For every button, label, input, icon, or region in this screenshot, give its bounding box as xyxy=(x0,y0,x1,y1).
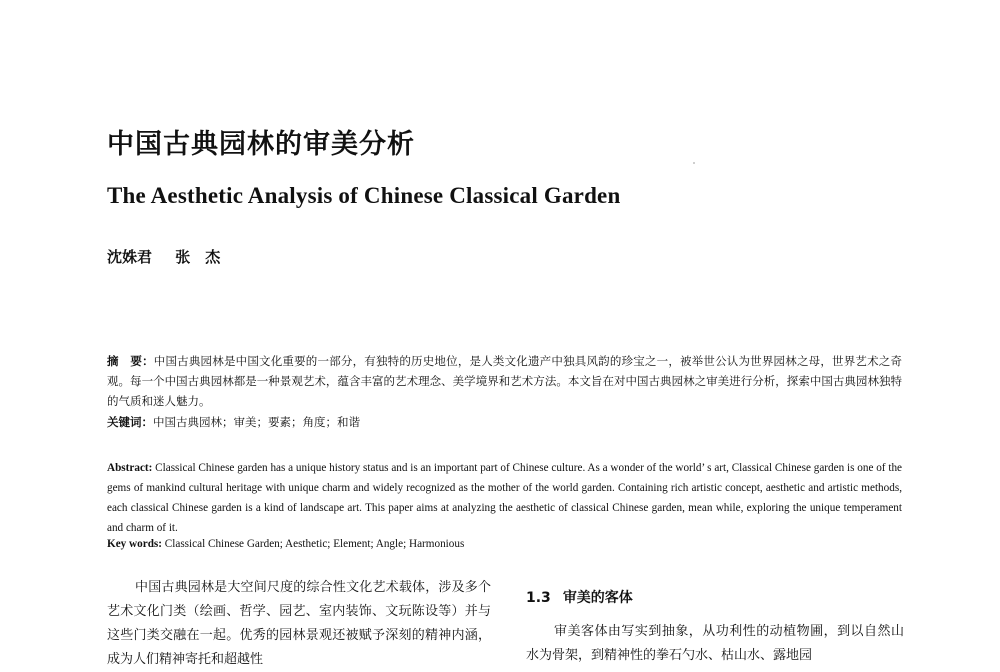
author-name: 沈姝君 xyxy=(107,248,153,266)
keywords-text-cn: 中国古典园林；审美；要素；角度；和谐 xyxy=(153,415,360,429)
author-name: 张 杰 xyxy=(175,248,221,266)
abstract-label-en: Abstract: xyxy=(107,462,153,474)
keywords-label-cn: 关键词： xyxy=(107,415,153,429)
abstract-label-cn: 摘 要： xyxy=(107,354,154,368)
abstract-english xyxy=(107,458,902,538)
body-column-left: 中国古典园林是大空间尺度的综合性文化艺术载体，涉及多个艺术文化门类（绘画、哲学、园艺、室内装饰、文玩陈设等）并与这些门类交融在一起。优秀的园林景观还被赋予深刻的精神内涵，成为人们精神寄托和超越性 xyxy=(107,580,491,667)
author-list xyxy=(107,246,238,267)
abstract-chinese xyxy=(107,351,902,411)
section-title: 审美的客体 xyxy=(562,590,633,606)
abstract-text-cn: 中国古典园林是中国文化重要的一部分，有独特的历史地位，是人类文化遗产中独具风韵的珍宝之一，被举世公认为世界园林之母，世界艺术之奇观。每一个中国古典园林都是一种景观艺术，蕴含丰富的艺术理念、美学境界和艺术方法。本文旨在对中国古典园林之审美进行分析，探索中国古典园林独特的气质和迷人魅力。 xyxy=(107,354,902,408)
section-heading xyxy=(526,587,633,607)
scan-speck xyxy=(693,162,695,164)
abstract-text-en: Classical Chinese garden has a unique history status and is an important part of Chinese culture. As a wonder of the world’ s art, Classical Chinese garden is one of the gems of mankind cultural heritage with unique charm and widely recognized as the mother of the world garden. Containing rich artistic concept, aesthetic and artistic methods, each classical Chinese garden is a kind of landscape art. This paper aims at analyzing the aesthetic of classical Chinese garden, mean while, exploring the unique temperament and charm of it. xyxy=(107,462,902,534)
keywords-label-en: Key words: xyxy=(107,538,162,550)
paper-title-chinese: 中国古典园林的审美分析 xyxy=(107,129,415,160)
section-number: 1.3 xyxy=(526,590,551,606)
keywords-english xyxy=(107,538,464,550)
body-column-right: 审美客体由写实到抽象，从功利性的动植物圃，到以自然山水为骨架，到精神性的拳石勺水、枯山水、露地园 xyxy=(526,624,904,663)
paper-title-english: The Aesthetic Analysis of Chinese Classical Garden xyxy=(107,183,621,208)
keywords-text-en: Classical Chinese Garden; Aesthetic; Element; Angle; Harmonious xyxy=(162,538,465,550)
keywords-chinese xyxy=(107,414,360,430)
